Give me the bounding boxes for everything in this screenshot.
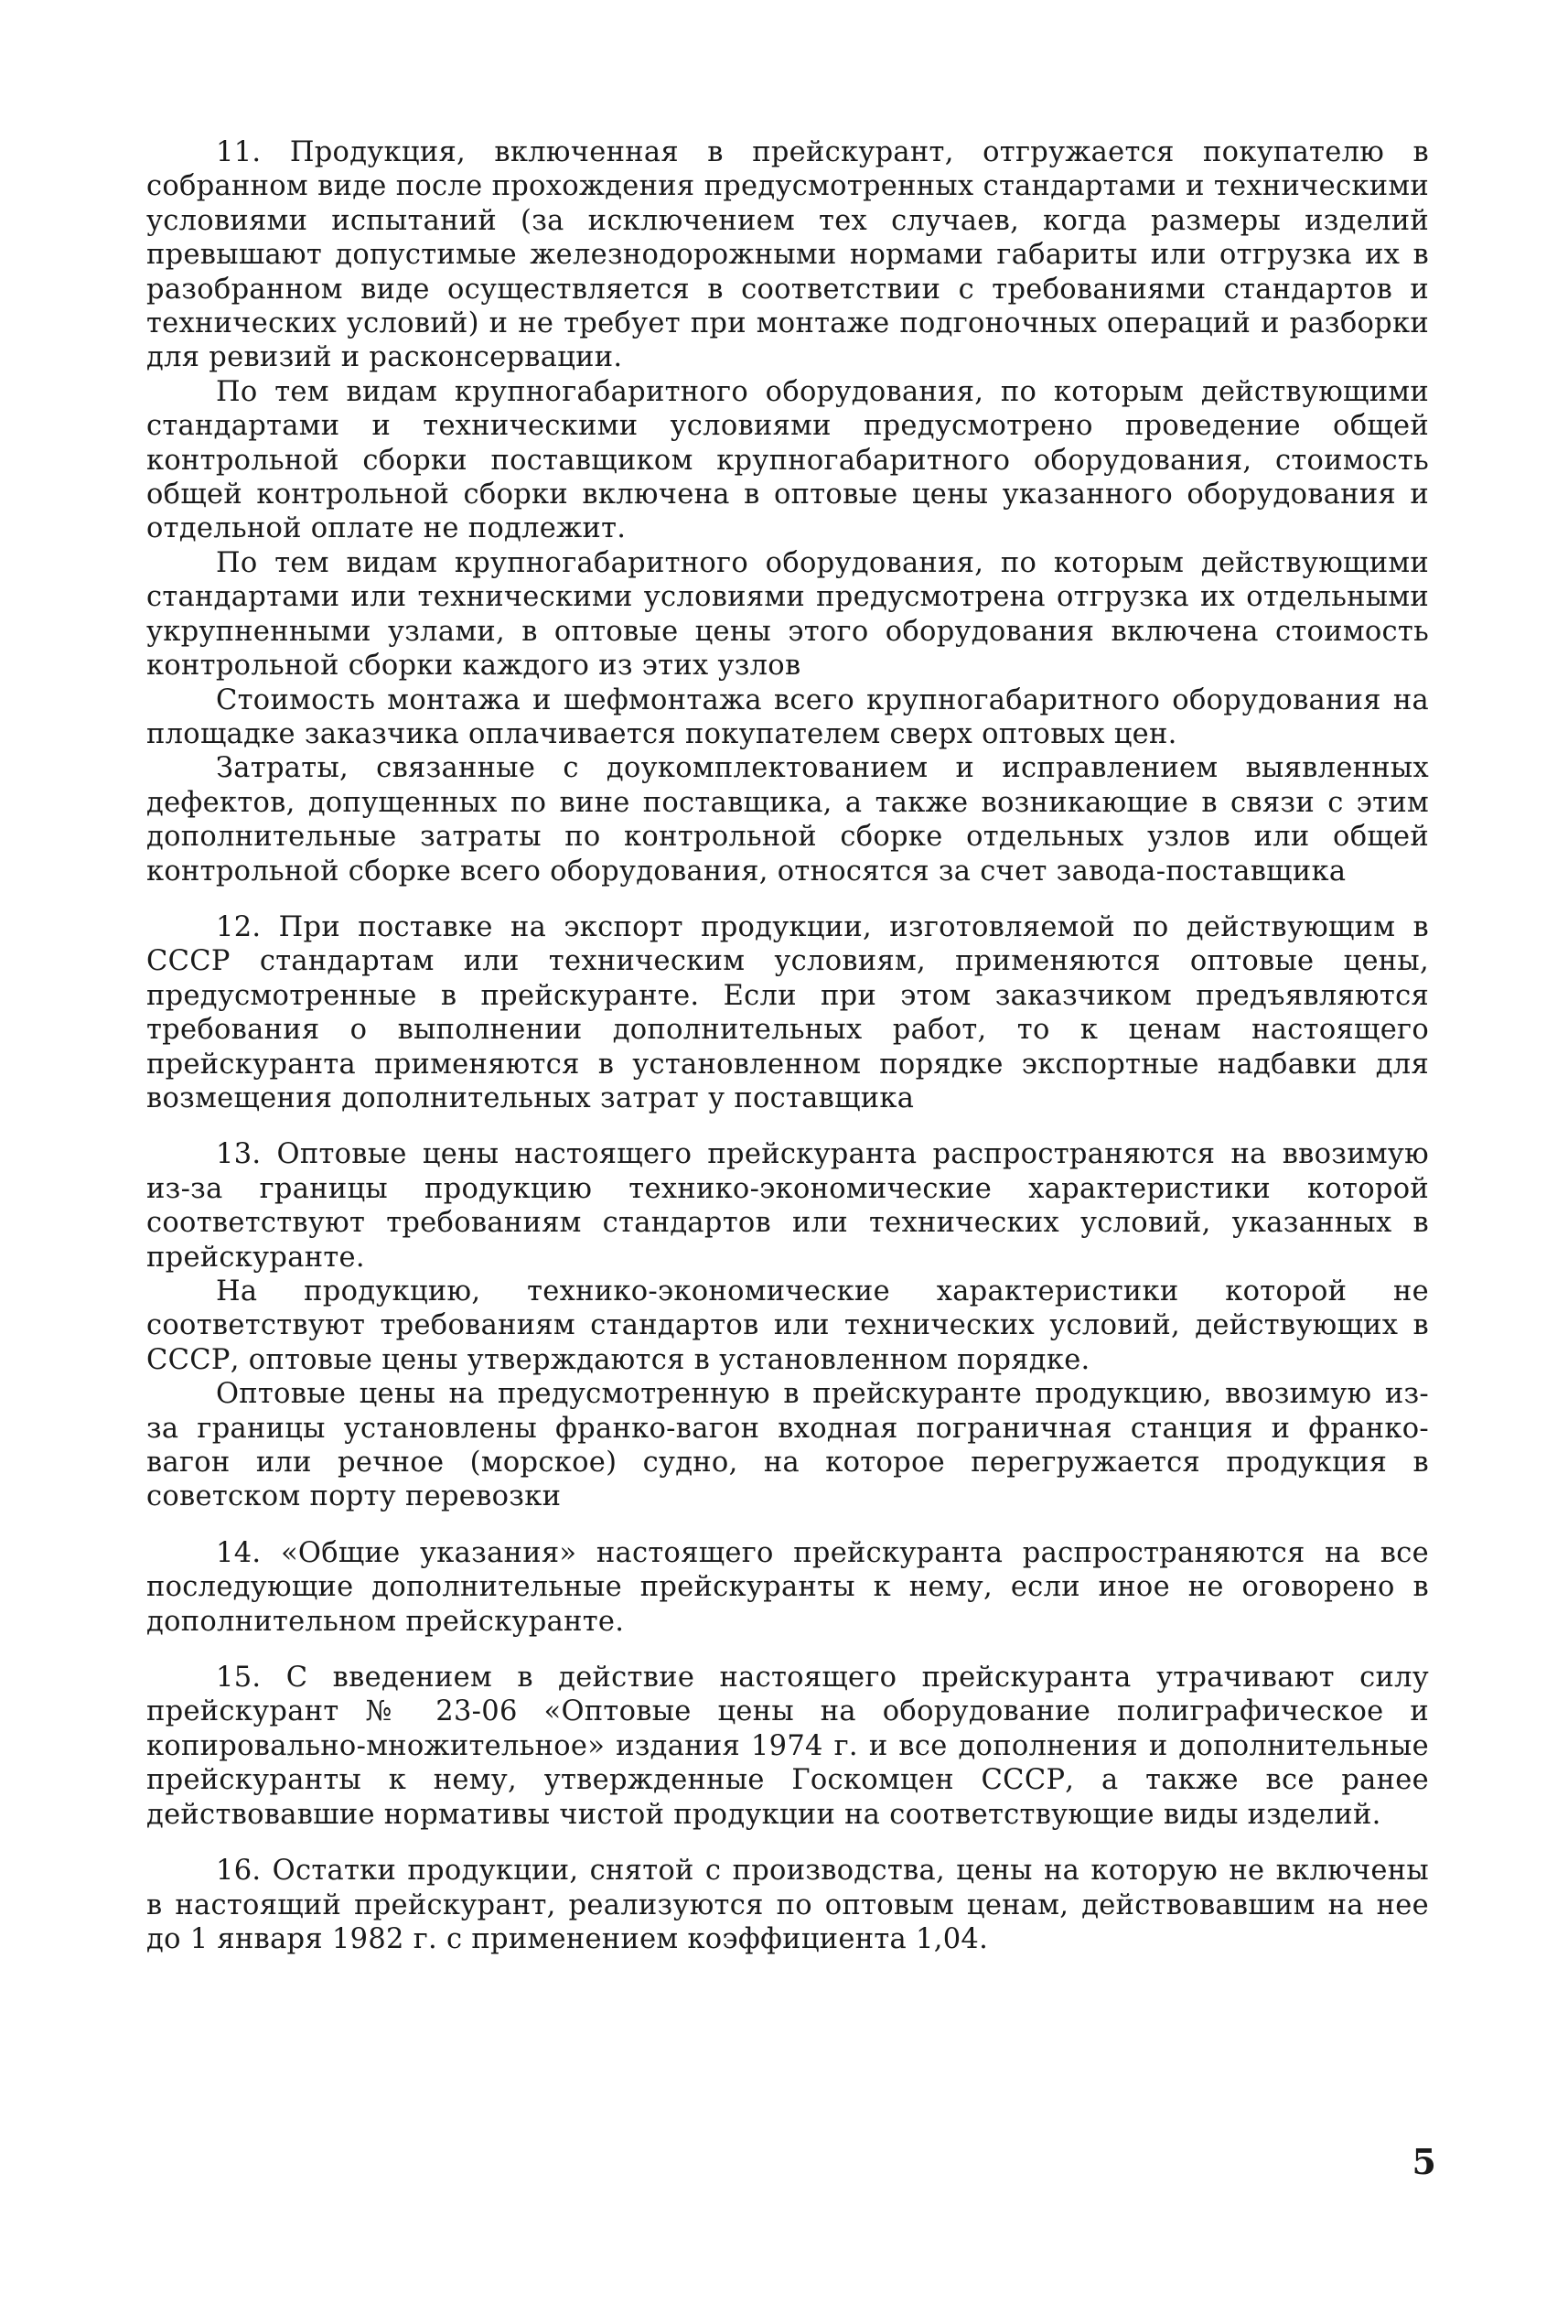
paragraph-installation-cost: Стоимость монтажа и шефмонтажа всего крупногабаритного оборудования на площадке заказчика оплачивается покупателем сверх оптовых цен. — [146, 683, 1429, 750]
paragraph-16: 16. Остатки продукции, снятой с производства, цены на которую не включены в настоящий прейскурант, реализуются по оптовым ценам, действовавшим на нее до 1 января 1982 г. с применением коэффициента 1,04. — [146, 1855, 1429, 1955]
paragraph-15: 15. С введением в действие настоящего прейскуранта утрачивают силу прейскурант № 23-06 «Оптовые цены на оборудование полиграфическое и копировально-множительное» издания 1974 г. и все дополнения и дополнительные прейскуранты к нему, утвержденные Госкомцен СССР, а также все ранее действовавшие нормативы чистой продукции на соответствующие виды изделий. — [146, 1662, 1429, 1831]
paragraph-import-prices: Оптовые цены на предусмотренную в прейскуранте продукцию, ввозимую из-за границы установлены франко-вагон входная пограничная станция и франко-вагон или речное (морское) судно, на которое перегружается продукция в советском порту перевозки — [146, 1378, 1429, 1513]
paragraph-14: 14. «Общие указания» настоящего прейскуранта распространяются на все последующие дополнительные прейскуранты к нему, если иное не оговорено в дополнительном прейскуранте. — [146, 1536, 1429, 1638]
page-number: 5 — [1412, 2141, 1436, 2182]
paragraph-11: 11. Продукция, включенная в прейскурант, отгружается покупателю в собранном виде после прохождения предусмотренных стандартами и техническими условиями испытаний (за исключением тех случаев, когда размеры изделий превышают допустимые железнодорожными нормами габариты или отгрузка их в разобранном виде осуществляется в соответствии с требованиями стандартов и технических условий) и не требует при монтаже подгоночных операций и разборки для ревизий и расконсервации. — [146, 136, 1429, 374]
paragraph-assembly-inclusion: По тем видам крупногабаритного оборудования, по которым действующими стандартами и техническими условиями предусмотрено проведение общей контрольной сборки поставщиком крупногабаритного оборудования, стоимость общей контрольной сборки включена в оптовые цены указанного оборудования и отдельной оплате не подлежит. — [146, 375, 1429, 545]
paragraph-12: 12. При поставке на экспорт продукции, изготовляемой по действующим в СССР стандартам или техническим условиям, применяются оптовые цены, предусмотренные в прейскуранте. Если при этом заказчиком предъявляются требования о выполнении дополнительных работ, то к ценам настоящего прейскуранта применяются в установленном порядке экспортные надбавки для возмещения дополнительных затрат у поставщика — [146, 910, 1429, 1114]
paragraph-defect-costs: Затраты, связанные с доукомплектованием и исправлением выявленных дефектов, допущенных по вине поставщика, а также возникающие в связи с этим дополнительные затраты по контрольной сборке отдельных узлов или общей контрольной сборке всего оборудования, относятся за счет завода-поставщика — [146, 752, 1429, 888]
paragraph-units-shipment: По тем видам крупногабаритного оборудования, по которым действующими стандартами или техническими условиями предусмотрена отгрузка их отдельными укрупненными узлами, в оптовые цены этого оборудования включена стоимость контрольной сборки каждого из этих узлов — [146, 546, 1429, 683]
body-text — [146, 135, 1429, 1956]
paragraph-nonconforming-products: На продукцию, технико-экономические характеристики которой не соответствуют требованиям стандартов или технических условий, действующих в СССР, оптовые цены утверждаются в установленном порядке. — [146, 1275, 1429, 1376]
paragraph-13: 13. Оптовые цены настоящего прейскуранта распространяются на ввозимую из-за границы продукцию технико-экономические характеристики которой соответствуют требованиям стандартов или технических условий, указанных в прейскуранте. — [146, 1138, 1429, 1274]
